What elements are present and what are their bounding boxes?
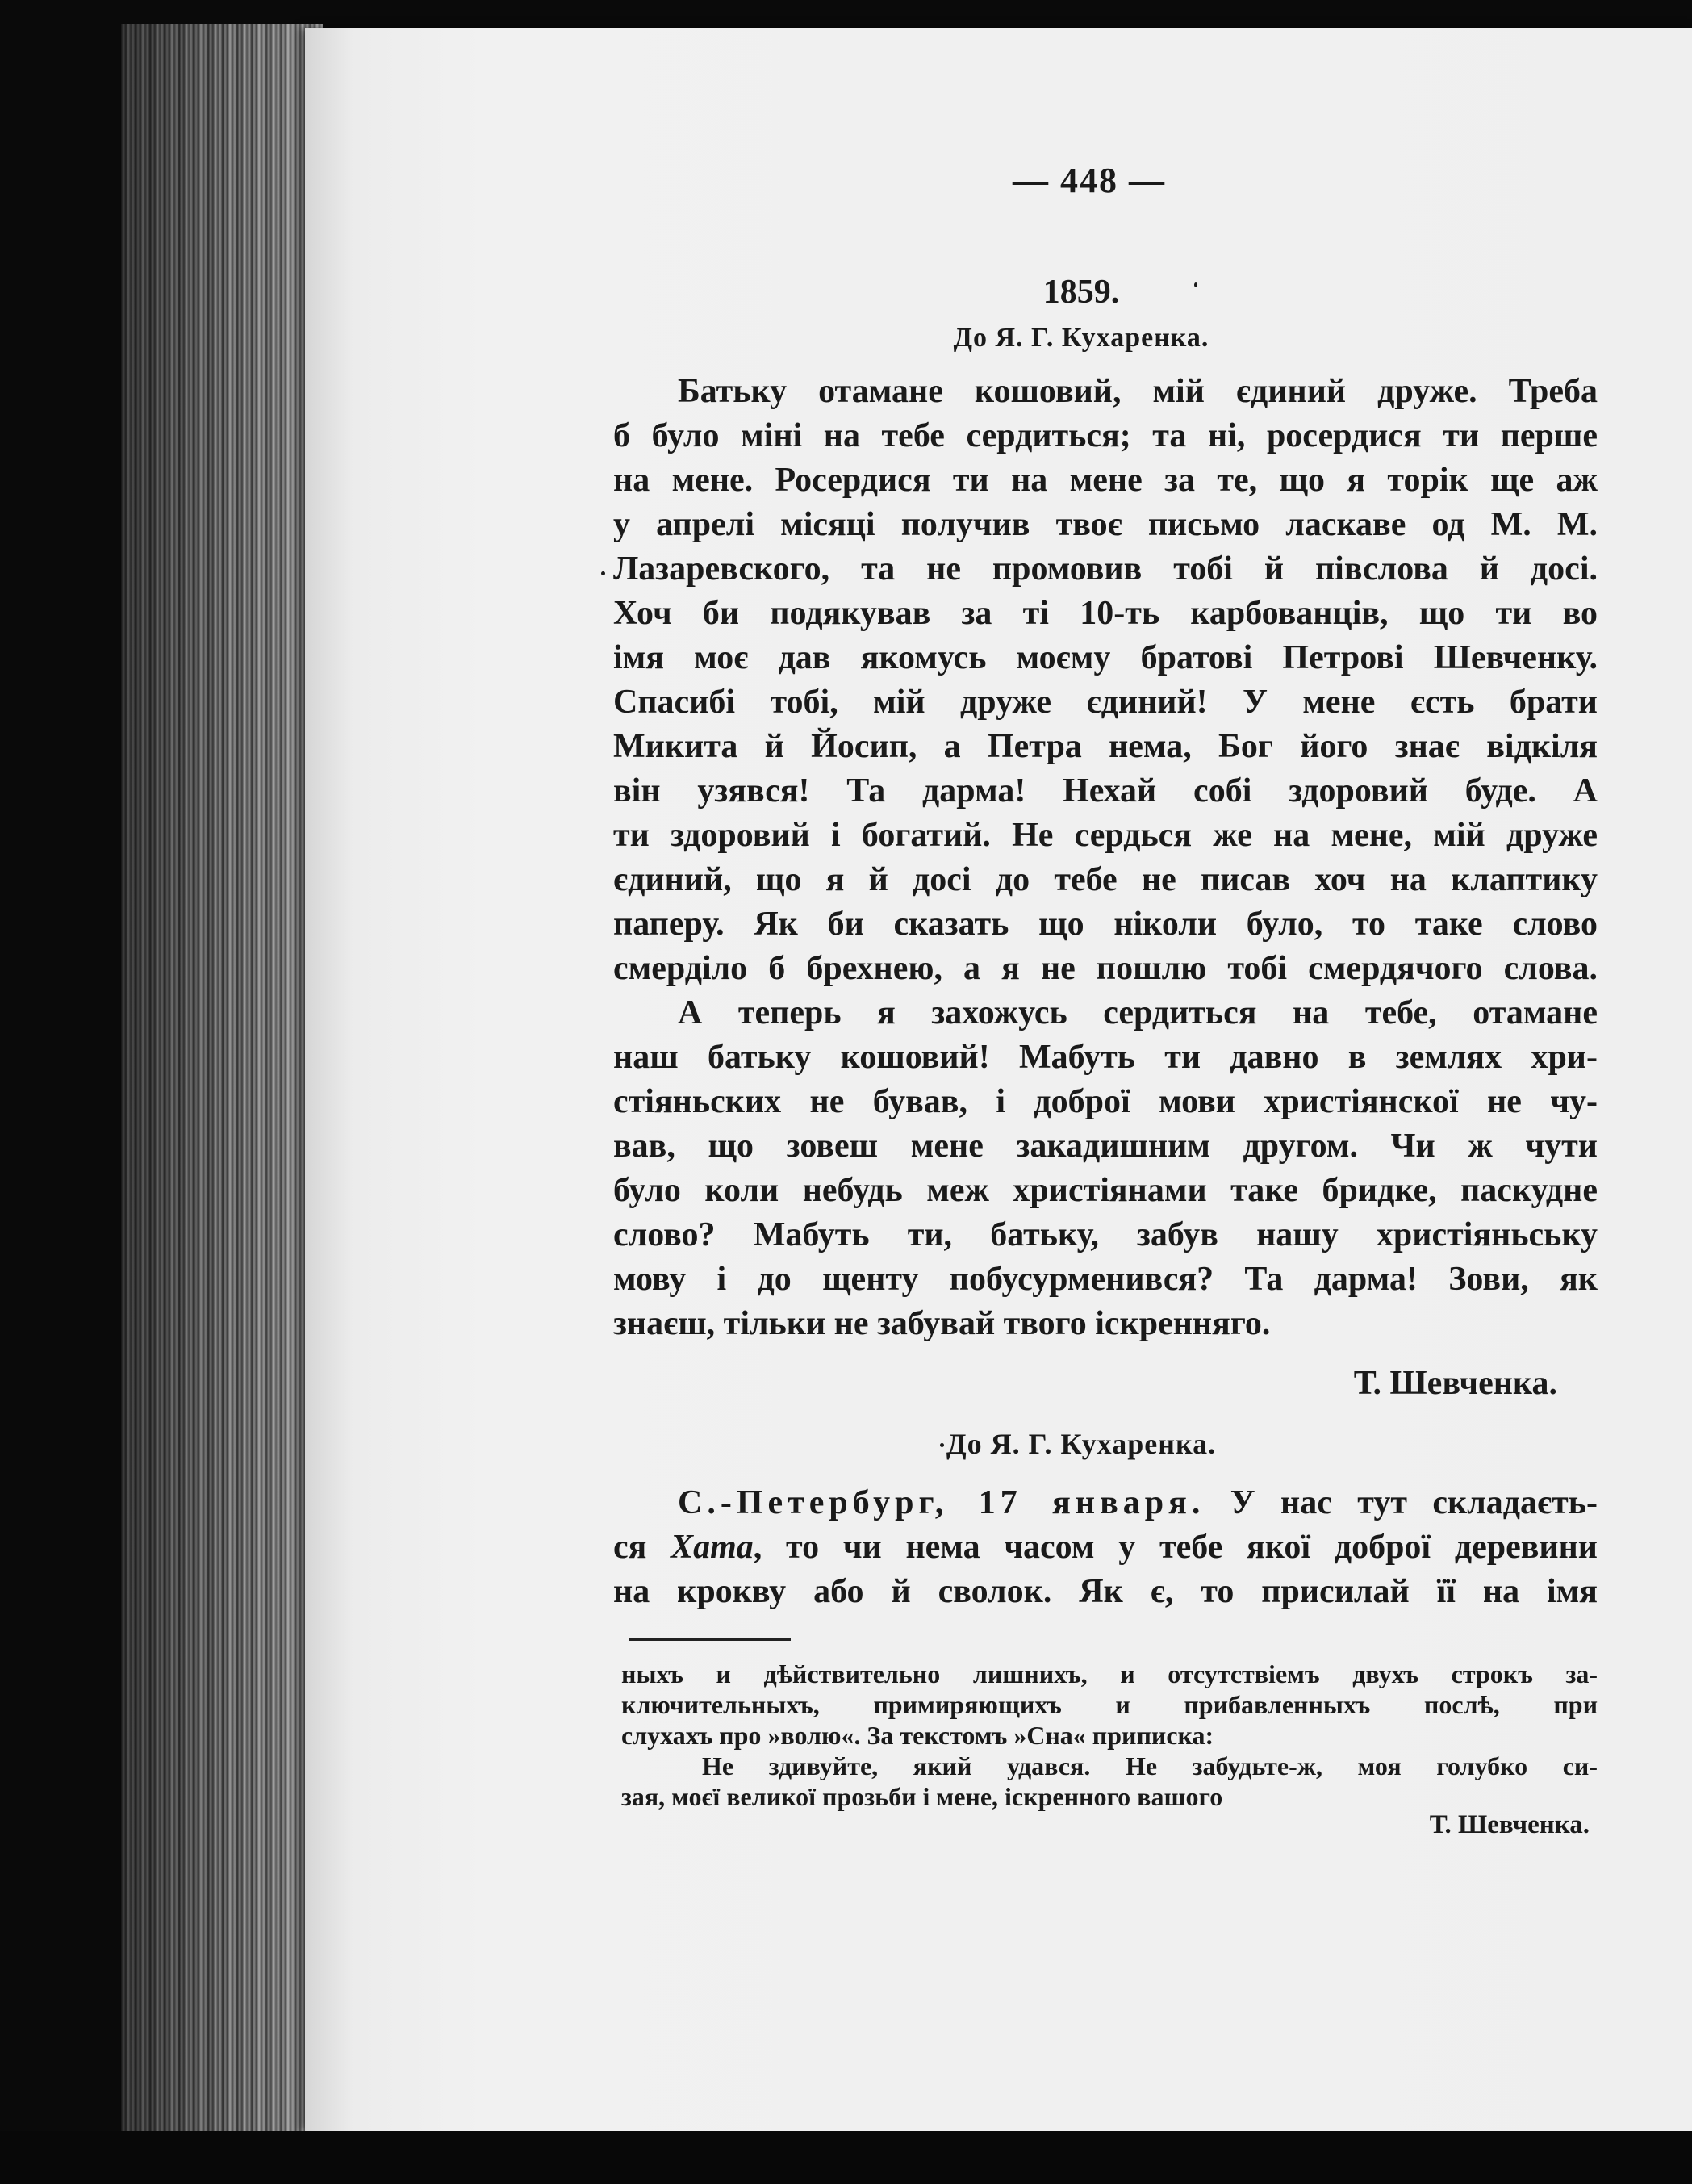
letter-2-line-2	[613, 1525, 1598, 1570]
letter-2-line-1	[613, 1481, 1598, 1525]
letter-2-italic-word: Хата	[671, 1529, 754, 1566]
letter-1-line: стіяньских не бував, і доброї мови христіянскої не чу-	[613, 1083, 1598, 1120]
year-heading: 1859.	[1042, 274, 1120, 311]
letter-1-line: єдиний, що я й досі до тебе не писав хоч на клаптику	[613, 861, 1598, 898]
scan-speck	[601, 571, 605, 575]
letter-heading-2: До Я. Г. Кухаренка.	[946, 1428, 1217, 1460]
letter-1-line: наш батьку кошовий! Мабуть ти давно в землях хри-	[613, 1039, 1598, 1076]
letter-1-line: смерділо б брехнею, а я не пошлю тобі смердячого слова.	[613, 950, 1598, 987]
page-edges-stack	[121, 24, 323, 2131]
letter-1-line: знаєш, тільки не забувай твого іскренняго.	[613, 1305, 1271, 1342]
letter-1-line: паперу. Як би сказать що ніколи було, то таке слово	[613, 906, 1598, 943]
letter-1-line: Хоч би подякував за ті 10-ть карбованців, що ти во	[613, 595, 1598, 632]
letter-1-line: слово? Мабуть ти, батьку, забув нашу христіяньську	[613, 1216, 1598, 1253]
letter-2-line-1-rest: У нас тут складаєть-	[1230, 1484, 1598, 1521]
letter-1-line: б було міні на тебе сердиться; та ні, росердися ти перше	[613, 417, 1598, 454]
letter-heading-1: До Я. Г. Кухаренка.	[953, 323, 1209, 353]
footnote-line: ключительныхъ, примиряющихъ и прибавленныхъ послѣ, при	[621, 1690, 1598, 1719]
scan-speck	[940, 1443, 944, 1447]
footnote-body	[621, 1659, 1598, 1812]
letter-1-line: імя моє дав якомусь моєму братові Петрові Шевченку.	[613, 639, 1598, 676]
letter-1-line: на мене. Росердися ти на мене за те, що я торік ще аж	[613, 462, 1598, 499]
scan-speck	[1194, 282, 1197, 287]
footnote-line: слухахъ про »волю«. За текстомъ »Сна« приписка:	[621, 1721, 1214, 1750]
letter-1-line: мову і до щенту побусурменився? Та дарма! Зови, як	[613, 1261, 1598, 1298]
letter-2-place-date: С.-Петербург, 17 января.	[678, 1484, 1205, 1521]
footnote-line: Не здивуйте, який удався. Не забудьте-ж, моя голубко си-	[702, 1751, 1598, 1780]
letter-1-line: Спасибі тобі, мій друже єдиний! У мене єсть брати	[613, 684, 1598, 721]
letter-2-line-2-pre: ся	[613, 1529, 671, 1566]
letter-1-body	[613, 370, 1598, 1346]
letter-1-line: вав, що зовеш мене закадишним другом. Чи ж чути	[613, 1128, 1598, 1165]
letter-1-line: Микита й Йосип, а Петра нема, Бог його знає відкіля	[613, 728, 1598, 765]
letter-1-line: у апрелі місяці получив твоє письмо ласкаве од М. М.	[613, 506, 1598, 543]
footnote-line: ныхъ и дѣйствительно лишнихъ, и отсутствіемъ двухъ строкъ за-	[621, 1659, 1598, 1688]
letter-2-line-2-rest: , то чи нема часом у тебе якої доброї деревини	[753, 1529, 1598, 1566]
letter-1-line: Лазаревского, та не промовив тобі й півслова й досі.	[613, 550, 1598, 588]
letter-2-body	[613, 1481, 1598, 1614]
footnote-line: зая, моєї великої прозьби і мене, іскренного вашого	[621, 1782, 1223, 1811]
page-number: — 448 —	[1013, 161, 1166, 200]
footnote-rule	[629, 1638, 791, 1641]
scan-bottom-border	[0, 2131, 1692, 2184]
letter-1-signature: Т. Шевченка.	[1353, 1365, 1557, 1402]
letter-1-line: А теперь я захожусь сердиться на тебе, отамане	[678, 994, 1598, 1031]
letter-1-line: Батьку отамане кошовий, мій єдиний друже. Треба	[678, 373, 1598, 410]
letter-1-line: ти здоровий і богатий. Не сердься же на мене, мій друже	[613, 817, 1598, 854]
letter-2-line-3: на крокву або й сволок. Як є, то присилай її на імя	[613, 1573, 1598, 1610]
footnote-signature: Т. Шевченка.	[1429, 1810, 1590, 1839]
letter-1-line: він узявся! Та дарма! Нехай собі здоровий буде. А	[613, 772, 1598, 810]
letter-1-line: було коли небудь меж христіянами таке бридке, паскудне	[613, 1172, 1598, 1209]
